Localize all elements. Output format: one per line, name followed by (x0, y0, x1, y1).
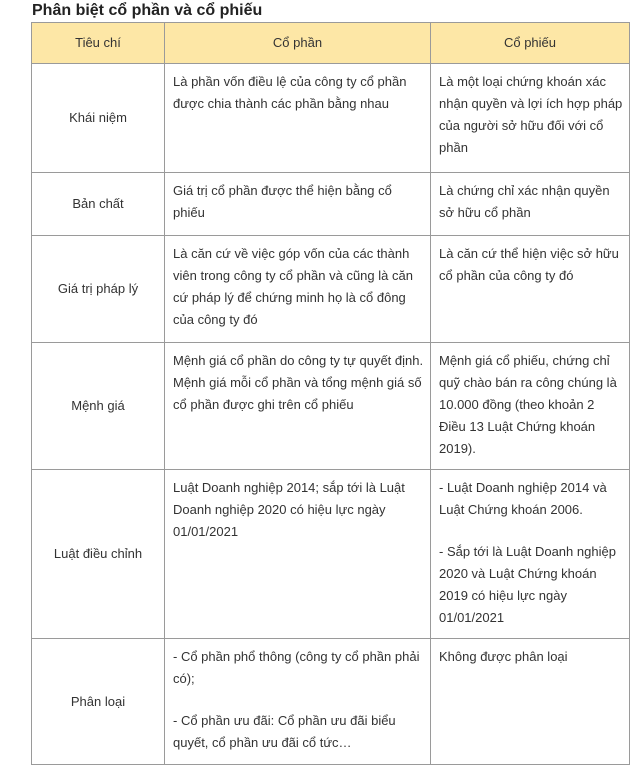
co-phieu-cell (431, 639, 630, 765)
criterion-cell: Bản chất (32, 173, 165, 236)
table-row (32, 470, 630, 639)
criterion-cell: Mệnh giá (32, 343, 165, 470)
criterion-cell: Luật điều chỉnh (32, 470, 165, 639)
cell-paragraph: Mệnh giá cổ phần do công ty tự quyết định. Mệnh giá mỗi cổ phần và tổng mệnh giá số cổ phần được ghi trên cổ phiếu (173, 353, 424, 412)
co-phieu-cell (431, 64, 630, 173)
cell-paragraph: Là một loại chứng khoán xác nhận quyền và lợi ích hợp pháp của người sở hữu đối với cổ phần (439, 74, 623, 155)
co-phan-cell (165, 639, 431, 765)
co-phan-cell (165, 64, 431, 173)
page-title: Phân biệt cổ phần và cổ phiếu (32, 2, 263, 19)
header-co-phan: Cổ phần (165, 23, 431, 64)
cell-paragraph: Không được phân loại (439, 649, 568, 664)
table-header-row (32, 23, 630, 64)
co-phieu-cell (431, 343, 630, 470)
co-phan-cell (165, 343, 431, 470)
co-phieu-cell (431, 236, 630, 343)
cell-paragraph: Là căn cứ về việc góp vốn của các thành viên trong công ty cổ phần và cũng là căn cứ pháp lý để chứng minh họ là cổ đông của công ty đó (173, 246, 413, 327)
cell-paragraph: - Luật Doanh nghiệp 2014 và Luật Chứng khoán 2006. (439, 480, 607, 517)
cell-paragraph: Là chứng chỉ xác nhận quyền sở hữu cổ phần (439, 183, 610, 220)
cell-paragraph: Giá trị cổ phần được thể hiện bằng cổ phiếu (173, 183, 392, 220)
cell-paragraph: Là phần vốn điều lệ của công ty cổ phần được chia thành các phần bằng nhau (173, 74, 407, 111)
co-phan-cell (165, 173, 431, 236)
criterion-cell: Giá trị pháp lý (32, 236, 165, 343)
co-phieu-cell (431, 470, 630, 639)
cell-paragraph: Là căn cứ thể hiện việc sở hữu cổ phần của công ty đó (439, 246, 619, 283)
table-row (32, 64, 630, 173)
table-row (32, 236, 630, 343)
header-co-phieu: Cổ phiếu (431, 23, 630, 64)
table-row (32, 639, 630, 765)
cell-paragraph: Luật Doanh nghiệp 2014; sắp tới là Luật Doanh nghiệp 2020 có hiệu lực ngày 01/01/2021 (173, 480, 405, 539)
criterion-cell: Khái niệm (32, 64, 165, 173)
header-criterion: Tiêu chí (32, 23, 165, 64)
cell-paragraph: - Cổ phần ưu đãi: Cổ phần ưu đãi biểu quyết, cổ phần ưu đãi cổ tức… (173, 713, 396, 750)
cell-paragraph: Mệnh giá cổ phiếu, chứng chỉ quỹ chào bán ra công chúng là 10.000 đồng (theo khoản 2 Điều 13 Luật Chứng khoán 2019). (439, 353, 617, 456)
cell-paragraph: - Cổ phần phổ thông (công ty cổ phần phải có); (173, 649, 420, 686)
cell-paragraph: - Sắp tới là Luật Doanh nghiệp 2020 và Luật Chứng khoán 2019 có hiệu lực ngày 01/01/2021 (439, 544, 616, 625)
comparison-table (31, 22, 630, 765)
co-phan-cell (165, 236, 431, 343)
table-row (32, 343, 630, 470)
co-phieu-cell (431, 173, 630, 236)
criterion-cell: Phân loại (32, 639, 165, 765)
co-phan-cell (165, 470, 431, 639)
table-row (32, 173, 630, 236)
